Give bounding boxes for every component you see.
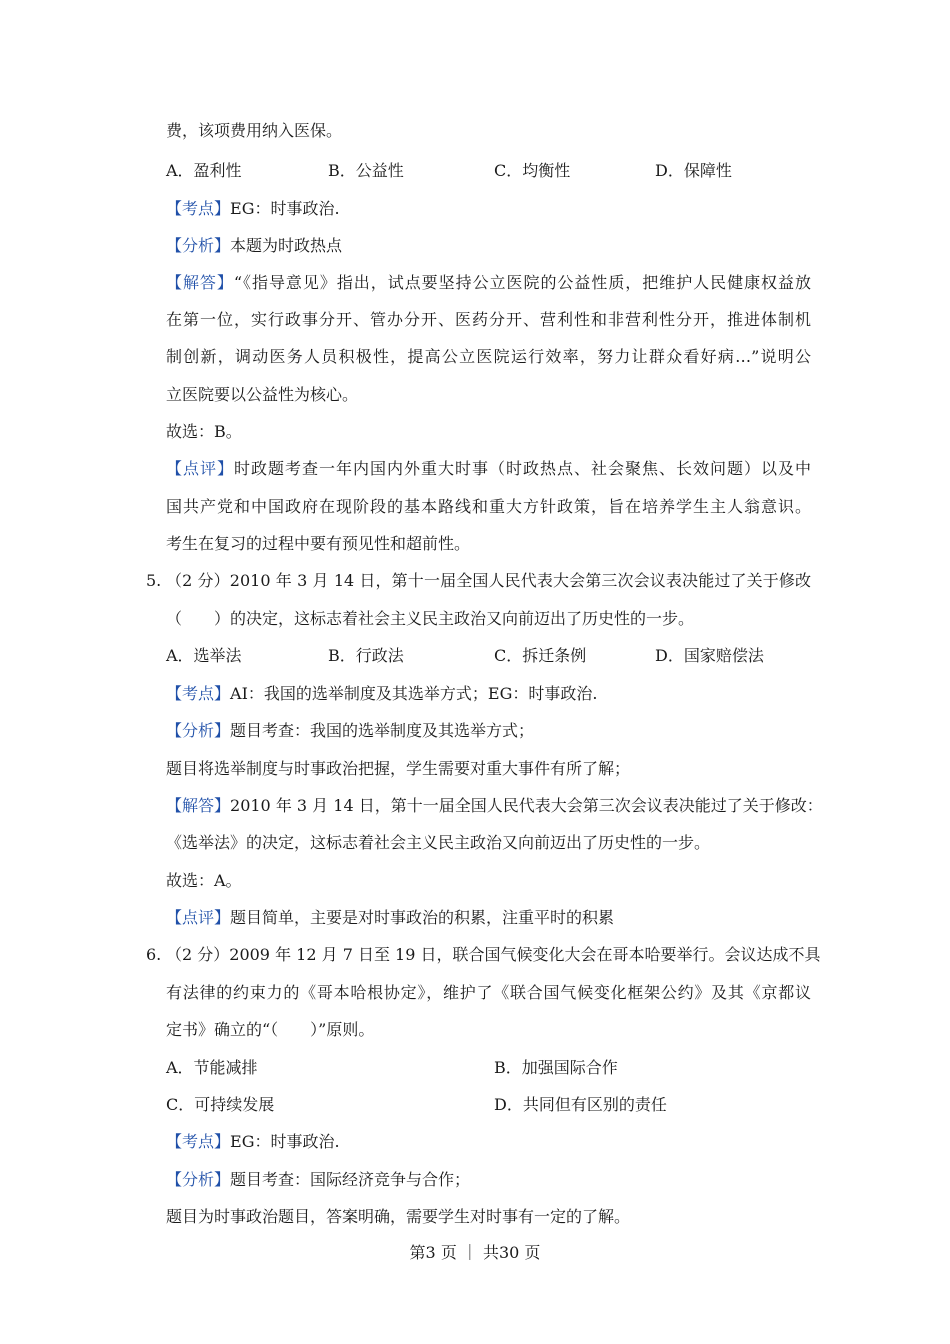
- q4-jieda-line-1: [166, 272, 811, 294]
- dianping-text: 题目简单，主要是对时事政治的积累，注重平时的积累: [230, 908, 615, 927]
- q6-stem-line-1: （2 分）2009 年 12 月 7 日至 19 日，联合国气候变化大会在哥本哈要举行。会议达成不具: [166, 945, 821, 964]
- q4-jieda-line-4: 立医院要以公益性为核心。: [166, 385, 359, 404]
- kaodian-text: EG：时事政治.: [230, 1132, 340, 1151]
- q5-stem-line-1: （2 分）2010 年 3 月 14 日，第十一届全国人民代表大会第三次会议表决能过了关于修改: [166, 571, 811, 590]
- q6-stem-line-2: 有法律的约束力的《哥本哈根协定》，维护了《联合国气候变化框架公约》及其《京都议: [166, 983, 811, 1002]
- jieda-tag: 【解答】: [166, 796, 231, 815]
- q5-option-c: C．拆迁条例: [494, 646, 587, 665]
- kaodian-tag: 【考点】: [166, 684, 231, 703]
- q4-stem-end: 费，该项费用纳入医保。: [166, 121, 343, 140]
- q4-option-d: D．保障性: [655, 161, 732, 180]
- fenxi-text: 本题为时政热点: [230, 236, 343, 255]
- fenxi-text: 题目考查：国际经济竞争与合作；: [230, 1170, 471, 1189]
- jieda-text: 2010 年 3 月 14 日，第十一届全国人民代表大会第三次会议表决能过了关于修改：: [230, 796, 823, 815]
- dianping-text: 时政题考查一年内国内外重大时事（时政热点、社会聚焦、长效问题）以及中: [234, 459, 811, 478]
- kaodian-text: AI：我国的选举制度及其选举方式；EG：时事政治.: [230, 684, 598, 703]
- q5-number: 5.: [146, 571, 162, 590]
- q6-number: 6.: [146, 945, 162, 964]
- kaodian-text: EG：时事政治.: [230, 199, 340, 218]
- q4-fenxi: [166, 235, 811, 257]
- fenxi-tag: 【分析】: [166, 1170, 231, 1189]
- q4-answer: 故选：B。: [166, 422, 242, 441]
- q6-option-c: C．可持续发展: [166, 1095, 275, 1114]
- q4-option-a: A．盈利性: [166, 161, 242, 180]
- kaodian-tag: 【考点】: [166, 1132, 231, 1151]
- jieda-tag: 【解答】: [166, 273, 234, 292]
- q4-jieda-line-2: 在第一位，实行政事分开、管办分开、医药分开、营利性和非营利性分开，推进体制机: [166, 310, 811, 329]
- q5-stem-line-2: （ ）的决定，这标志着社会主义民主政治又向前迈出了历史性的一步。: [166, 609, 695, 628]
- q6-fenxi-line-2: 题目为时事政治题目，答案明确，需要学生对时事有一定的了解。: [166, 1207, 631, 1226]
- q5-fenxi-line-2: 题目将选举制度与时事政治把握，学生需要对重大事件有所了解；: [166, 759, 631, 778]
- q6-stem-line-3: 定书》确立的“（ ）”原则。: [166, 1020, 375, 1039]
- q4-dianping-line-3: 考生在复习的过程中要有预见性和超前性。: [166, 534, 471, 553]
- q5-answer: 故选：A。: [166, 871, 242, 890]
- q5-option-d: D．国家赔偿法: [655, 646, 764, 665]
- q4-dianping-line-1: [166, 458, 811, 480]
- q4-dianping-line-2: 国共产党和中国政府在现阶段的基本路线和重大方针政策，旨在培养学生主人翁意识。: [166, 497, 811, 516]
- q5-jieda-line-2: 《选举法》的决定，这标志着社会主义民主政治又向前迈出了历史性的一步。: [166, 833, 711, 852]
- dianping-tag: 【点评】: [166, 908, 231, 927]
- q5-jieda-line-1: [166, 795, 823, 817]
- q5-fenxi: [166, 720, 811, 742]
- fenxi-tag: 【分析】: [166, 236, 231, 255]
- q5-option-b: B．行政法: [328, 646, 404, 665]
- q6-option-a: A．节能减排: [166, 1058, 258, 1077]
- q5-kaodian: [166, 683, 811, 705]
- q4-option-b: B．公益性: [328, 161, 404, 180]
- q4-jieda-line-3: 制创新，调动医务人员积极性，提高公立医院运行效率，努力让群众看好病…”说明公: [166, 347, 811, 366]
- q6-fenxi: [166, 1169, 811, 1191]
- page-footer: 第3 页 ｜ 共30 页: [409, 1243, 541, 1262]
- q6-option-b: B．加强国际合作: [494, 1058, 618, 1077]
- q4-kaodian: [166, 198, 811, 220]
- kaodian-tag: 【考点】: [166, 199, 231, 218]
- q5-dianping: [166, 907, 811, 929]
- q6-kaodian: [166, 1131, 811, 1153]
- fenxi-tag: 【分析】: [166, 721, 231, 740]
- jieda-text: “《指导意见》指出，试点要坚持公立医院的公益性质，把维护人民健康权益放: [233, 273, 811, 292]
- fenxi-text: 题目考查：我国的选举制度及其选举方式；: [230, 721, 535, 740]
- q6-option-d: D．共同但有区别的责任: [494, 1095, 667, 1114]
- q4-option-c: C．均衡性: [494, 161, 571, 180]
- q5-option-a: A．选举法: [166, 646, 242, 665]
- dianping-tag: 【点评】: [166, 459, 234, 478]
